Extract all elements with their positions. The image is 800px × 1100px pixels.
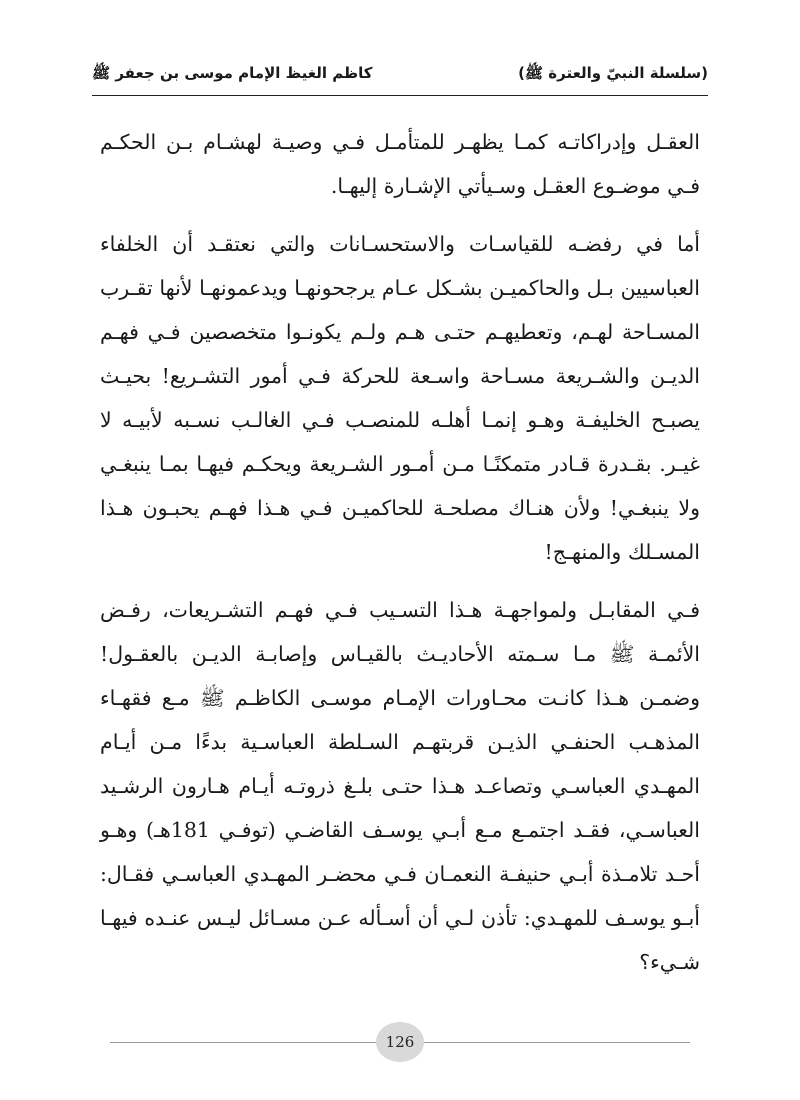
book-title: كاظم الغيظ الإمام موسى بن جعفر ﷺ — [92, 64, 373, 82]
paragraph-1: العقـل وإدراكاتـه كمـا يظهـر للمتأمـل فـي وصيـة لهشـام بـن الحكـم فـي موضـوع العقـل وسـيأتي الإشـارة إليهـا. — [100, 130, 701, 198]
header-divider — [92, 95, 708, 96]
page-footer — [110, 1022, 690, 1062]
paragraph-3: فـي المقابـل ولمواجهـة هـذا التسـيب فـي فهـم التشـريعات، رفـض الأئمـة ﷺ مـا سـمته الأحاديـث بالقيـاس وإصابـة الديـن بالعقـول! وضمـن هـذا كانـت محـاورات الإمـام موسـى الكاظـم ﷺ مـع فقهـاء المذهـب الحنفـي الذيـن قربتهـم السـلطة العباسـية بدءًا مـن أيـام المهـدي العباسـي وتصاعـد هـذا حتـى بلـغ ذروتـه أيـام هـارون الرشـيد العباسـي، فقـد اجتمـع مـع أبـي يوسـف القاضـي (توفـي 181هـ) وهـو أحـد تلامـذة أبـي حنيفـة النعمـان فـي محضـر المهـدي العباسـي فقـال: أبـو يوسـف للمهـدي: تأذن لـي أن أسـأله عـن مسـائل ليـس عنـده فيهـا شـيء؟ — [100, 598, 701, 974]
paragraph-2: أما في رفضـه للقياسـات والاستحسـانات والتي نعتقـد أن الخلفاء العباسيين بـل والحاكميـن بشـكل عـام يرجحونهـا ويدعمونهـا لأنها تقـرب المسـاحة لهـم، وتعطيهـم حتـى هـم ولـم يكونـوا متخصصين فـي فهـم الديـن والشـريعة مسـاحة واسـعة للحركة فـي أمور التشـريع! بحيـث يصبـح الخليفـة وهـو إنمـا أهلـه للمنصـب فـي الغالـب نسـبه لأبيـه لا غيـر. بقـدرة قـادر متمكنًـا مـن أمـور الشـريعة ويحكـم فيهـا بمـا ينبغـي ولا ينبغـي! ولأن هنـاك مصلحـة للحاكميـن فـي هـذا فهـم يحبـون هـذا المسـلك والمنهـج! — [100, 232, 700, 564]
running-header — [92, 58, 708, 92]
series-title: (سلسلة النبيّ والعترة ﷺ) — [518, 64, 708, 82]
page-body — [100, 120, 700, 984]
page-number: 126 — [376, 1022, 424, 1062]
